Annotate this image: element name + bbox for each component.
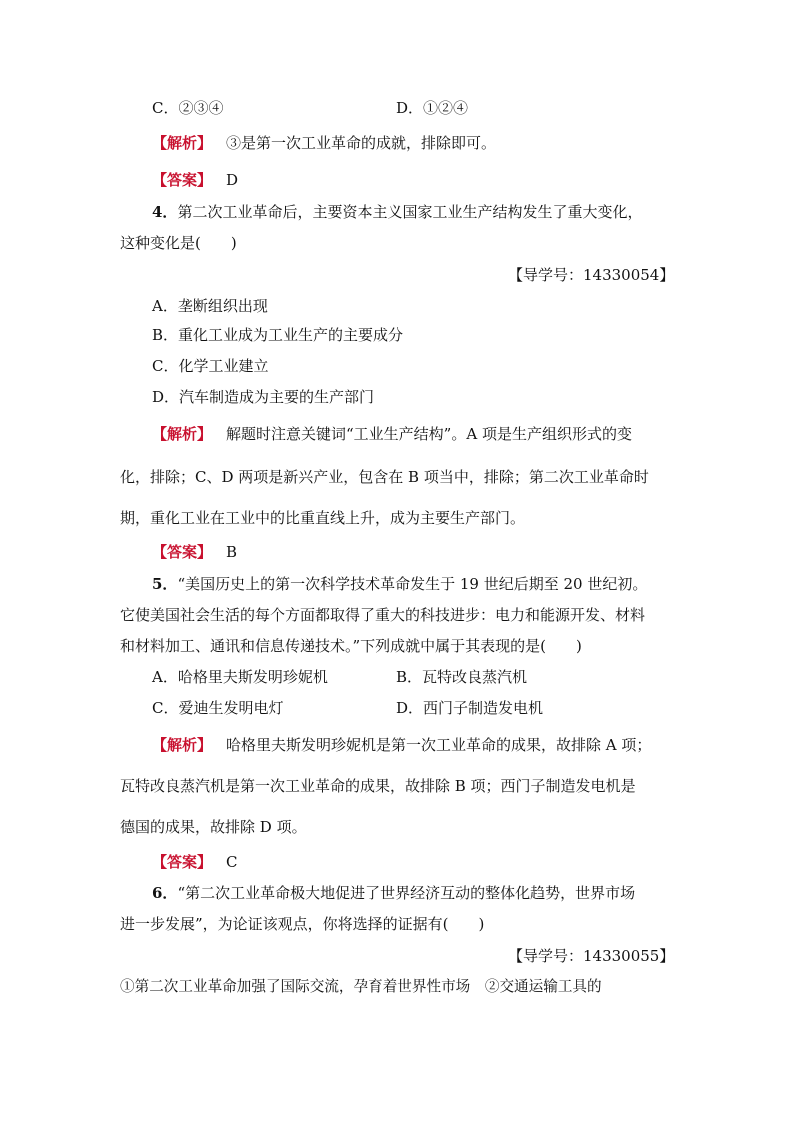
q5-option-c: C．爱迪生发明电灯 bbox=[152, 699, 284, 717]
q3-option-d: D．①②④ bbox=[396, 99, 469, 117]
answer-label: 【答案】 bbox=[152, 853, 213, 871]
q6-stem-line-2: 进一步发展”，为论证该观点，你将选择的证据有( ) bbox=[120, 915, 485, 933]
answer-text: D bbox=[226, 171, 239, 189]
q4-stem-line-1 bbox=[152, 202, 642, 222]
q4-analysis-line-1 bbox=[152, 424, 632, 444]
analysis-text: ③是第一次工业革命的成就，排除即可。 bbox=[226, 134, 497, 152]
q6-stem-line-1 bbox=[152, 883, 635, 903]
q4-reference-number: 【导学号：14330054】 bbox=[508, 266, 675, 284]
question-stem: 第二次工业革命后，主要资本主义国家工业生产结构发生了重大变化， bbox=[177, 203, 643, 221]
question-stem: “美国历史上的第一次科学技术革命发生于 19 世纪后期至 20 世纪初。 bbox=[177, 575, 648, 593]
q5-option-d: D．西门子制造发电机 bbox=[396, 699, 544, 717]
answer-label: 【答案】 bbox=[152, 171, 213, 189]
q4-option-b: B．重化工业成为工业生产的主要成分 bbox=[152, 326, 404, 344]
answer-label: 【答案】 bbox=[152, 543, 213, 561]
q5-analysis-line-1 bbox=[152, 735, 651, 755]
answer-text: C bbox=[226, 853, 238, 871]
q5-stem-line-3: 和材料加工、通讯和信息传递技术。”下列成就中属于其表现的是( ) bbox=[120, 637, 582, 655]
analysis-label: 【解析】 bbox=[152, 425, 213, 443]
q5-analysis-line-3: 德国的成果，故排除 D 项。 bbox=[120, 818, 307, 836]
analysis-text: 解题时注意关键词“工业生产结构”。A 项是生产组织形式的变 bbox=[226, 425, 632, 443]
q6-reference-number: 【导学号：14330055】 bbox=[508, 947, 675, 965]
q6-item-1: ①第二次工业革命加强了国际交流，孕育着世界性市场 ②交通运输工具的 bbox=[120, 978, 602, 995]
q3-answer bbox=[152, 170, 238, 190]
q3-analysis bbox=[152, 133, 496, 153]
q4-answer bbox=[152, 542, 237, 562]
q5-analysis-line-2: 瓦特改良蒸汽机是第一次工业革命的成果，故排除 B 项；西门子制造发电机是 bbox=[120, 777, 636, 795]
q4-analysis-line-3: 期，重化工业在工业中的比重直线上升，成为主要生产部门。 bbox=[120, 509, 526, 527]
analysis-label: 【解析】 bbox=[152, 134, 213, 152]
q5-stem-line-1 bbox=[152, 574, 647, 594]
question-number: 6． bbox=[152, 884, 178, 902]
q4-option-a: A．垄断组织出现 bbox=[152, 297, 268, 315]
question-number: 4． bbox=[152, 203, 178, 221]
q4-option-d: D．汽车制造成为主要的生产部门 bbox=[152, 388, 375, 406]
q3-option-c: C．②③④ bbox=[152, 99, 224, 117]
answer-text: B bbox=[226, 543, 238, 561]
q4-stem-line-2: 这种变化是( ) bbox=[120, 234, 237, 252]
q4-option-c: C．化学工业建立 bbox=[152, 357, 269, 375]
analysis-label: 【解析】 bbox=[152, 736, 213, 754]
q5-stem-line-2: 它使美国社会生活的每个方面都取得了重大的科技进步：电力和能源开发、材料 bbox=[120, 606, 646, 624]
q4-analysis-line-2: 化，排除；C、D 两项是新兴产业，包含在 B 项当中，排除；第二次工业革命时 bbox=[120, 468, 649, 486]
question-number: 5． bbox=[152, 575, 178, 593]
q5-option-b: B．瓦特改良蒸汽机 bbox=[396, 668, 528, 686]
analysis-text: 哈格里夫斯发明珍妮机是第一次工业革命的成果，故排除 A 项； bbox=[226, 736, 652, 754]
q5-option-a: A．哈格里夫斯发明珍妮机 bbox=[152, 668, 328, 686]
q5-answer bbox=[152, 852, 238, 872]
question-stem: “第二次工业革命极大地促进了世界经济互动的整体化趋势，世界市场 bbox=[177, 884, 636, 902]
